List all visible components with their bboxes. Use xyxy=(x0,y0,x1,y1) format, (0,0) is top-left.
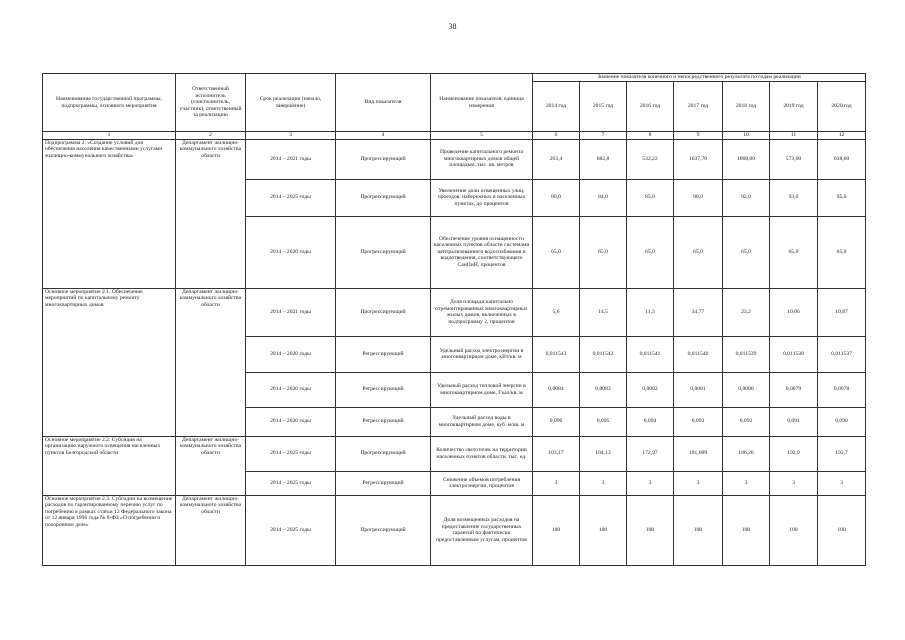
value-cell: 0,094 xyxy=(627,407,674,436)
value-cell: 618,60 xyxy=(818,139,866,179)
column-number: 1 xyxy=(43,132,176,140)
value-cell: 0,0079 xyxy=(770,372,818,407)
type-cell: Регрессирующий xyxy=(336,471,431,495)
column-number: 6 xyxy=(533,132,580,140)
value-cell: 11,3 xyxy=(627,288,674,336)
value-cell: 100 xyxy=(723,495,770,565)
value-cell: 84,0 xyxy=(580,179,627,216)
section-name: Подпрограмма 2. «Создание условий для обеспечения населения качественными услугами жилищно-коммунального хозяйства» xyxy=(43,139,176,288)
value-cell: 192,7 xyxy=(818,436,866,471)
value-cell: 100 xyxy=(580,495,627,565)
column-number: 11 xyxy=(770,132,818,140)
value-cell: 0,0083 xyxy=(580,372,627,407)
type-cell: Прогрессирующий xyxy=(336,495,431,565)
indicator-cell: Доля площади капитально отремонтированных многоквартирных жилых домов, включенных в подпрограмму 2, процентов xyxy=(431,288,533,336)
value-cell: 0,0084 xyxy=(533,372,580,407)
value-cell: 65,0 xyxy=(770,216,818,288)
value-cell: 65,0 xyxy=(627,216,674,288)
section-name: Основное мероприятие 2.2. Субсидия на организацию наружного освещения населенных пунктов Белгородской области xyxy=(43,436,176,495)
value-cell: 0,0082 xyxy=(627,372,674,407)
value-cell: 65,0 xyxy=(580,216,627,288)
value-cell: 100 xyxy=(674,495,723,565)
header-indicator-type: Вид показателя xyxy=(336,74,431,132)
value-cell: 0,095 xyxy=(580,407,627,436)
value-cell: 0,011540 xyxy=(674,336,723,372)
header-indicator-name: Наименование показателя, единица измерения xyxy=(431,74,533,132)
header-responsible: Ответственный исполнитель (соисполнитель, участник), ответственный за реализацию xyxy=(176,74,246,132)
value-cell: 0,096 xyxy=(533,407,580,436)
period-cell: 2014 – 2025 годы xyxy=(246,471,336,495)
period-cell: 2014 – 2020 годы xyxy=(246,216,336,288)
value-cell: 3 xyxy=(580,471,627,495)
period-cell: 2014 – 2021 годы xyxy=(246,288,336,336)
value-cell: 192,9 xyxy=(770,436,818,471)
column-number: 2 xyxy=(176,132,246,140)
value-cell: 90,0 xyxy=(674,179,723,216)
indicator-cell: Увеличение доли освещенных улиц, проездов, набережных в населенных пунктах, до процентов xyxy=(431,179,533,216)
indicator-cell: Обеспечение уровня оснащенности населенных пунктов области системами централизованного водоснабжения и водоотведения, соответствующего СанПиН, процентов xyxy=(431,216,533,288)
value-cell: 172,97 xyxy=(627,436,674,471)
period-cell: 2014 – 2025 годы xyxy=(246,436,336,471)
indicator-cell: Проведение капитального ремонта многоквартирных домов общей площадью, тыс. кв. метров xyxy=(431,139,533,179)
indicator-cell: Удельный расход воды в многоквартирном доме, куб. м/кв. м xyxy=(431,407,533,436)
responsible-cell: Департамент жилищно-коммунального хозяйства области xyxy=(176,495,246,565)
value-cell: 100 xyxy=(627,495,674,565)
value-cell: 181,609 xyxy=(674,436,723,471)
period-cell: 2014 – 2020 годы xyxy=(246,372,336,407)
indicator-cell: Удельный расход электроэнергии в многоквартирном доме, кВт/кв. м xyxy=(431,336,533,372)
value-cell: 0,093 xyxy=(674,407,723,436)
value-cell: 0,0081 xyxy=(674,372,723,407)
value-cell: 85,0 xyxy=(627,179,674,216)
header-name: Наименование государственной программы, подпрограммы, основного мероприятия xyxy=(43,74,176,132)
indicator-cell: Количество светоточек на территории населенных пунктов области, тыс. ед. xyxy=(431,436,533,471)
type-cell: Прогрессирующий xyxy=(336,288,431,336)
value-cell: 0,011539 xyxy=(723,336,770,372)
value-cell: 0,011541 xyxy=(627,336,674,372)
value-cell: 10,87 xyxy=(818,288,866,336)
indicator-cell: Доля возмещенных расходов на предоставление государственных гарантий по фактически предоставленным услугам, процентов xyxy=(431,495,533,565)
header-year: 2020 год xyxy=(818,82,866,132)
value-cell: 100 xyxy=(770,495,818,565)
column-number: 8 xyxy=(627,132,674,140)
value-cell: 93,0 xyxy=(770,179,818,216)
column-number: 5 xyxy=(431,132,533,140)
value-cell: 3 xyxy=(627,471,674,495)
header-year: 2018 год xyxy=(723,82,770,132)
table-row xyxy=(43,288,866,336)
value-cell: 0,092 xyxy=(723,407,770,436)
column-number: 3 xyxy=(246,132,336,140)
header-year: 2016 год xyxy=(627,82,674,132)
value-cell: 0,090 xyxy=(818,407,866,436)
value-cell: 65,0 xyxy=(674,216,723,288)
value-cell: 682,8 xyxy=(580,139,627,179)
period-cell: 2014 – 2025 годы xyxy=(246,179,336,216)
type-cell: Регрессирующий xyxy=(336,336,431,372)
column-number: 7 xyxy=(580,132,627,140)
value-cell: 100 xyxy=(533,495,580,565)
value-cell: 3 xyxy=(674,471,723,495)
value-cell: 65,0 xyxy=(818,216,866,288)
value-cell: 1068,00 xyxy=(723,139,770,179)
value-cell: 3 xyxy=(818,471,866,495)
value-cell: 103,17 xyxy=(533,436,580,471)
period-cell: 2014 – 2020 годы xyxy=(246,336,336,372)
value-cell: 14,5 xyxy=(580,288,627,336)
value-cell: 263,4 xyxy=(533,139,580,179)
period-cell: 2014 – 2020 годы xyxy=(246,407,336,436)
column-number: 12 xyxy=(818,132,866,140)
column-number: 4 xyxy=(336,132,431,140)
section-name: Основное мероприятие 2.3. Субсидии на возмещение расходов по гарантированному перечню услуг по погребению в рамках статьи 12 Федерального закона от 12 января 1996 года № 8-ФЗ «О погребении и похоронном деле» xyxy=(43,495,176,565)
value-cell: 3 xyxy=(533,471,580,495)
value-cell: 5,6 xyxy=(533,288,580,336)
value-cell: 10,06 xyxy=(770,288,818,336)
type-cell: Регрессирующий xyxy=(336,407,431,436)
column-number: 10 xyxy=(723,132,770,140)
value-cell: 0,011543 xyxy=(533,336,580,372)
value-cell: 3 xyxy=(770,471,818,495)
table-row xyxy=(43,436,866,471)
period-cell: 2014 – 2021 годы xyxy=(246,139,336,179)
indicators-table xyxy=(42,73,866,566)
value-cell: 0,011542 xyxy=(580,336,627,372)
value-cell: 65,0 xyxy=(723,216,770,288)
value-cell: 186,26 xyxy=(723,436,770,471)
value-cell: 80,0 xyxy=(533,179,580,216)
responsible-cell: Департамент жилищно-коммунального хозяйства области xyxy=(176,436,246,495)
value-cell: 0,091 xyxy=(770,407,818,436)
value-cell: 3 xyxy=(723,471,770,495)
value-cell: 532,22 xyxy=(627,139,674,179)
indicator-cell: Удельный расход тепловой энергии в многоквартирном доме, Гкал/кв. м xyxy=(431,372,533,407)
header-year: 2019 год xyxy=(770,82,818,132)
column-number: 9 xyxy=(674,132,723,140)
header-values-group: Значение показателя конечного и непосредственного результата по годам реализации xyxy=(533,74,866,82)
value-cell: 65,0 xyxy=(533,216,580,288)
value-cell: 0,0078 xyxy=(818,372,866,407)
type-cell: Регрессирующий xyxy=(336,372,431,407)
header-year: 2014 год xyxy=(533,82,580,132)
value-cell: 104,13 xyxy=(580,436,627,471)
value-cell: 0,011537 xyxy=(818,336,866,372)
responsible-cell: Департамент жилищно-коммунального хозяйства области xyxy=(176,288,246,436)
table-row xyxy=(43,139,866,179)
value-cell: 34,77 xyxy=(674,288,723,336)
period-cell: 2014 – 2025 годы xyxy=(246,495,336,565)
value-cell: 573,00 xyxy=(770,139,818,179)
header-period: Срок реализации (начало, завершение) xyxy=(246,74,336,132)
type-cell: Прогрессирующий xyxy=(336,139,431,179)
value-cell: 23,2 xyxy=(723,288,770,336)
value-cell: 100 xyxy=(818,495,866,565)
value-cell: 0,011538 xyxy=(770,336,818,372)
header-year: 2015 год xyxy=(580,82,627,132)
type-cell: Прогрессирующий xyxy=(336,179,431,216)
value-cell: 0,0080 xyxy=(723,372,770,407)
table-row xyxy=(43,495,866,565)
responsible-cell: Департамент жилищно-коммунального хозяйства области xyxy=(176,139,246,288)
type-cell: Прогрессирующий xyxy=(336,436,431,471)
value-cell: 92,0 xyxy=(723,179,770,216)
header-year: 2017 год xyxy=(674,82,723,132)
value-cell: 95,0 xyxy=(818,179,866,216)
page-number: 38 xyxy=(448,22,457,31)
value-cell: 1637,70 xyxy=(674,139,723,179)
section-name: Основное мероприятие 2.1. Обеспечение мероприятий по капитальному ремонту многоквартирных домов xyxy=(43,288,176,436)
indicator-cell: Снижение объемов потребления электроэнергии, процентов xyxy=(431,471,533,495)
type-cell: Прогрессирующий xyxy=(336,216,431,288)
